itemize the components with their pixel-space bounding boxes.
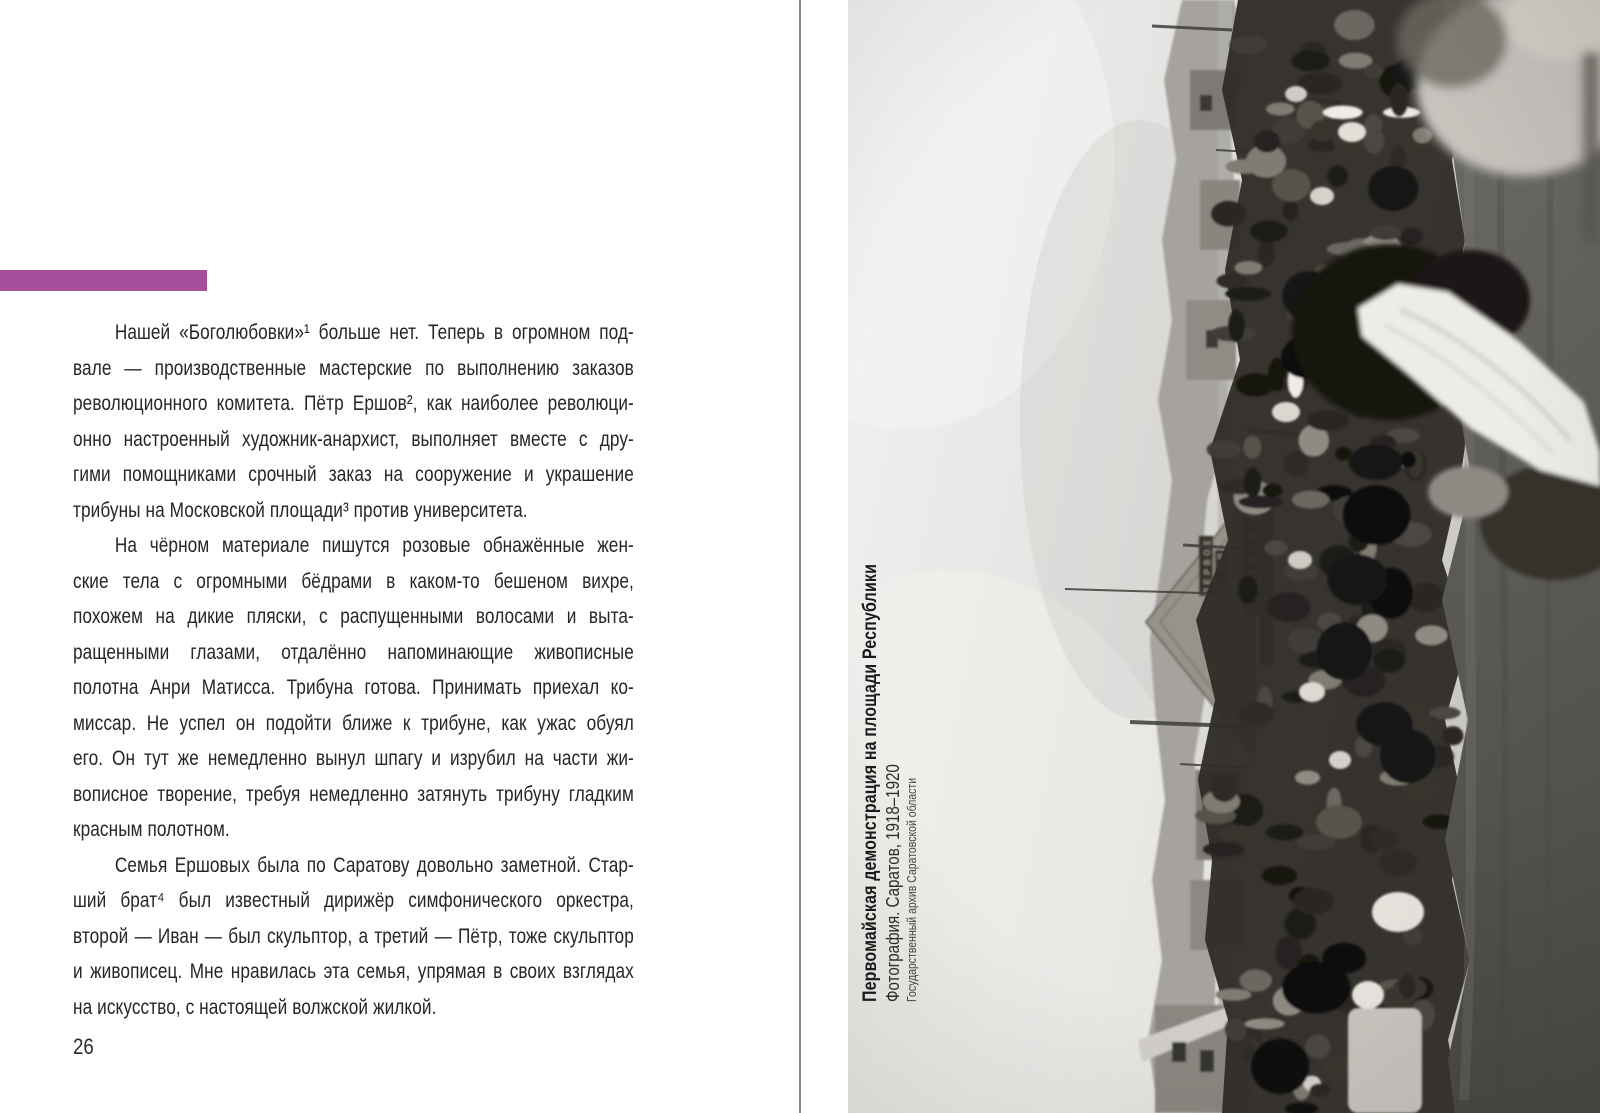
text-line: второй — Иван — был скульптор, а третий — Пётр, тоже скульптор [73, 924, 634, 948]
text-line: ший брат⁴ был известный дирижёр симфонического оркестра, [73, 889, 634, 912]
text-line: Нашей «Боголюбовки»¹ больше нет. Теперь в огромном под- [114, 321, 634, 344]
text-line: революционного комитета. Пётр Ершов², как наиболее революци- [73, 392, 634, 415]
text-line: На чёрном материале пишутся розовые обнажённые жен- [114, 534, 634, 557]
text-line: и живописец. Мне нравилась эта семья, упрямая в своих взглядах [73, 960, 634, 983]
text-line: трибуны на Московской площади³ против университета. [73, 498, 528, 522]
photo-illustration [848, 0, 1600, 1113]
body-paragraph [73, 528, 634, 848]
body-paragraph [73, 315, 634, 528]
text-line: ские тела с огромными бёдрами в каком-то бешеном вихре, [73, 569, 634, 593]
spine-divider [799, 0, 801, 1113]
text-line: Семья Ершовых была по Саратову довольно заметной. Стар- [114, 853, 634, 877]
text-line: полотна Анри Матисса. Трибуна готова. Принимать приехал ко- [73, 676, 634, 699]
text-line: вописное творение, требуя немедленно затянуть трибуну гладким [73, 782, 634, 806]
photo-figure [848, 0, 1600, 1113]
body-paragraph [73, 848, 634, 1026]
text-line: онно настроенный художник-анархист, выполняет вместе с дру- [73, 427, 634, 451]
body-text-block [73, 315, 634, 1025]
photo-caption-subtitle: Фотография. Саратов, 1918–1920 [883, 764, 903, 1002]
text-line: его. Он тут же немедленно вынул шпагу и изрубил на части жи- [73, 747, 634, 770]
text-line: миссар. Не успел он подойти ближе к трибуне, как ужас обуял [73, 711, 634, 735]
text-line: ращенными глазами, отдалённо напоминающие живописные [73, 640, 634, 664]
body-text-column [73, 315, 634, 1025]
photo-caption-title: Первомайская демонстрация на площади Республики [860, 563, 881, 1002]
photo-vignette [848, 0, 1600, 1113]
accent-bar [0, 270, 207, 291]
page-number: 26 [73, 1034, 94, 1059]
text-line: похожем на дикие пляски, с распущенными волосами и выта- [73, 605, 634, 628]
text-line: на искусство, с настоящей волжской жилкой. [73, 995, 437, 1019]
text-line: гими помощниками срочный заказ на сооружение и украшение [73, 463, 634, 486]
text-line: красным полотном. [73, 818, 230, 841]
photo-caption-credit: Государственный архив Саратовской области [905, 777, 919, 1002]
text-line: вале — производственные мастерские по выполнению заказов [73, 356, 634, 380]
